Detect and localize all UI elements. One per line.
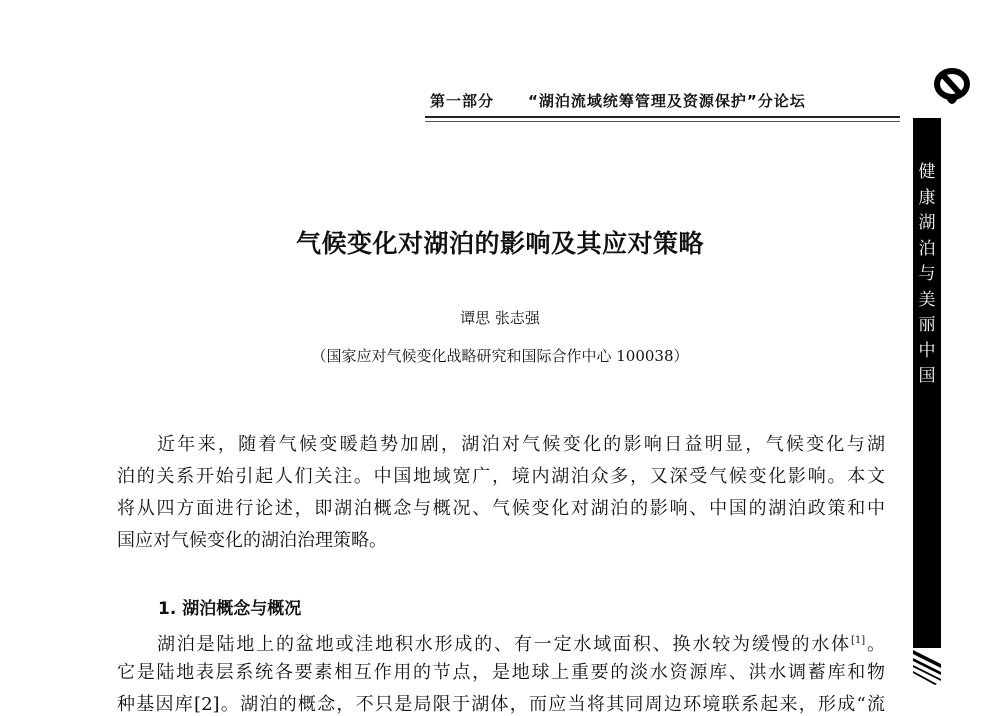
body-line [157, 630, 885, 656]
side-tab-char: 国 [918, 366, 936, 386]
citation-ref: [1] [851, 635, 866, 646]
forum-label: “湖泊流域统筹管理及资源保护”分论坛 [528, 92, 806, 110]
side-tab-char: 美 [918, 289, 936, 310]
side-tab-char: 中 [918, 340, 936, 361]
abstract-line: 泊的关系开始引起人们关注。中国地域宽广，境内湖泊众多，又深受气候变化影响。本文 [117, 466, 885, 487]
side-tab-char: 泊 [918, 238, 936, 259]
side-tab-char: 与 [918, 264, 936, 284]
abstract-line: 近年来，随着气候变暖趋势加剧，湖泊对气候变化的影响日益明显，气候变化与湖 [157, 434, 885, 455]
side-tab-char: 康 [918, 187, 936, 208]
running-header [430, 90, 806, 111]
abstract-line: 国应对气候变化的湖泊治理策略。 [117, 530, 387, 551]
article-affiliation: （国家应对气候变化战略研究和国际合作中心 100038） [311, 347, 689, 365]
article-title: 气候变化对湖泊的影响及其应对策略 [295, 229, 704, 258]
header-rule [425, 116, 900, 118]
part-label: 第一部分 [430, 92, 495, 110]
side-tab-char: 丽 [918, 315, 936, 335]
body-text: 湖泊是陆地上的盆地或洼地积水形成的、有一定水域面积、换水较为缓慢的水体 [157, 634, 851, 655]
body-line: 种基因库[2]。湖泊的概念，不只是局限于湖体，而应当将其同周边环境联系起来，形成“流 [117, 694, 885, 715]
section-heading: 1. 湖泊概念与概况 [158, 599, 302, 619]
body-line: 它是陆地表层系统各要素相互作用的节点，是地球上重要的淡水资源库、洪水调蓄库和物 [117, 662, 885, 683]
forum-logo-icon [932, 66, 972, 112]
body-text-end: 。 [865, 634, 886, 655]
abstract-line: 将从四方面进行论述，即湖泊概念与概况、气候变化对湖泊的影响、中国的湖泊政策和中 [117, 498, 885, 519]
decorative-stripes [913, 640, 941, 695]
article-authors: 谭思 张志强 [460, 309, 540, 327]
side-tab-char: 湖 [918, 213, 936, 233]
header-rule-thin [425, 121, 900, 122]
side-tab-char: 健 [918, 162, 936, 182]
